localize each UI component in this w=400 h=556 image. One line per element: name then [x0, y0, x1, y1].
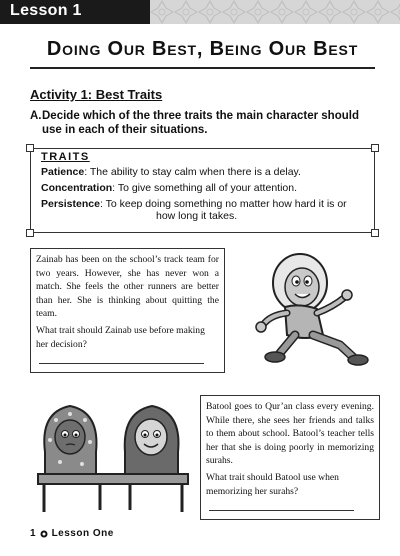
- story-question: What trait should Batool use when memorizing her surahs?: [206, 471, 339, 497]
- page-title: Doing Our Best, Being Our Best: [46, 38, 359, 60]
- trait-term: Persistence: [41, 198, 100, 210]
- lesson-label: Lesson 1: [0, 0, 150, 24]
- title-underline: [30, 67, 375, 69]
- box-corner: [371, 144, 379, 152]
- page-number: 1: [30, 528, 36, 539]
- trait-term: Patience: [41, 166, 85, 178]
- title-block: [30, 38, 375, 69]
- trait-definition-continued: how long it takes.: [156, 210, 238, 222]
- trait-definition: : The ability to stay calm when there is a delay.: [84, 166, 301, 178]
- instruction-letter: A.: [30, 110, 42, 122]
- answer-line[interactable]: [39, 363, 204, 364]
- page-footer: [30, 528, 114, 539]
- trait-concentration: [41, 182, 297, 194]
- box-corner: [26, 144, 34, 152]
- story-box-zainab: [30, 248, 225, 373]
- trait-definition: : To keep doing something no matter how hard it is or: [99, 198, 347, 210]
- two-girls-at-desk-illustration: [30, 392, 190, 517]
- page-header: [0, 0, 400, 24]
- story-text: Zainab has been on the school’s track team for two years. However, she has never won a match. She feels the other runners are better than her. She is thinking about quitting the team.: [36, 254, 219, 320]
- trait-persistence: [41, 198, 371, 210]
- trait-definition: : To give something all of your attention.: [112, 182, 298, 194]
- story-question: What trait should Zainab use before making her decision?: [36, 324, 205, 350]
- flower-icon: [40, 530, 48, 538]
- activity-heading: Activity 1: Best Traits: [30, 87, 163, 102]
- story-box-batool: [200, 395, 380, 520]
- girl-running-illustration: [245, 245, 375, 375]
- traits-heading: TRAITS: [41, 151, 90, 163]
- box-corner: [26, 229, 34, 237]
- answer-line[interactable]: [209, 510, 354, 511]
- instruction-text: Decide which of the three traits the main character should use in each of their situations.: [42, 110, 359, 136]
- footer-label: Lesson One: [51, 528, 114, 539]
- header-pattern: [150, 0, 400, 24]
- trait-term: Concentration: [41, 182, 113, 194]
- activity-instruction: [30, 109, 375, 137]
- traits-box: [30, 148, 375, 233]
- trait-patience: [41, 166, 301, 178]
- story-text: Batool goes to Qur’an class every evening. While there, she sees her friends and talks to them about school. Batool’s teacher tells her that she is doing poorly in memorizing surahs.: [206, 401, 374, 467]
- box-corner: [371, 229, 379, 237]
